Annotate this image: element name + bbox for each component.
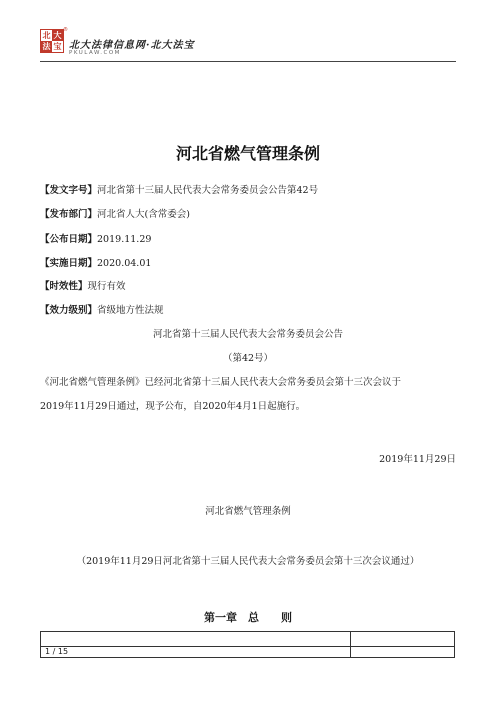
registered-mark: ®: [63, 27, 68, 33]
pkulaw-logo: [40, 29, 64, 53]
chapter-heading: 第一章 总 则: [204, 611, 292, 624]
logo-char: 北: [42, 30, 51, 40]
meta-label: 【实施日期】: [40, 258, 98, 269]
law-title: 河北省燃气管理条例: [205, 506, 291, 517]
logo-char: 大: [53, 30, 62, 40]
page-footer: [40, 631, 455, 658]
logo-char: 法: [42, 41, 51, 51]
adoption-note: （2019年11月29日河北省第十三届人民代表大会常务委员会第十三次会议通过）: [76, 556, 420, 567]
header-divider: [40, 61, 456, 62]
meta-label: 【发文字号】: [40, 185, 98, 196]
meta-legal-level: [40, 304, 164, 318]
footer-rule: [41, 646, 454, 647]
meta-value: 2020.04.01: [97, 258, 152, 269]
signature-date: 2019年11月29日: [379, 454, 456, 465]
announcement-body-line1: 《河北省燃气管理条例》已经河北省第十三届人民代表大会常务委员会第十三次会议于: [40, 377, 402, 388]
document-title: 河北省燃气管理条例: [175, 144, 320, 163]
meta-value: 2019.11.29: [97, 234, 152, 245]
meta-value: 现行有效: [87, 281, 126, 292]
meta-doc-number: [40, 184, 318, 198]
meta-issuer: [40, 208, 190, 222]
meta-publish-date: [40, 233, 151, 247]
meta-effective-date: [40, 257, 151, 271]
brand-domain: PKULAW.COM: [69, 50, 121, 56]
meta-value: 河北省人大(含常委会): [97, 209, 190, 220]
meta-label: 【效力级别】: [40, 305, 98, 316]
brand-name: 北大法律信息网·北大法宝: [69, 40, 195, 51]
announcement-title: 河北省第十三届人民代表大会常务委员会公告: [152, 329, 343, 340]
meta-label: 【时效性】: [40, 281, 88, 292]
meta-value: 河北省第十三届人民代表大会常务委员会公告第42号: [97, 185, 319, 196]
meta-label: 【发布部门】: [40, 209, 98, 220]
meta-value: 省级地方性法规: [97, 305, 164, 316]
meta-validity: [40, 280, 126, 294]
announcement-number: （第42号）: [222, 353, 274, 364]
meta-label: 【公布日期】: [40, 234, 98, 245]
announcement-body-line2: 2019年11月29日通过，现予公布，自2020年4月1日起施行。: [40, 401, 306, 412]
footer-divider: [350, 632, 351, 657]
logo-char: 宝: [53, 41, 62, 51]
page-indicator: 1 / 15: [45, 647, 69, 656]
page-header: [40, 27, 456, 63]
